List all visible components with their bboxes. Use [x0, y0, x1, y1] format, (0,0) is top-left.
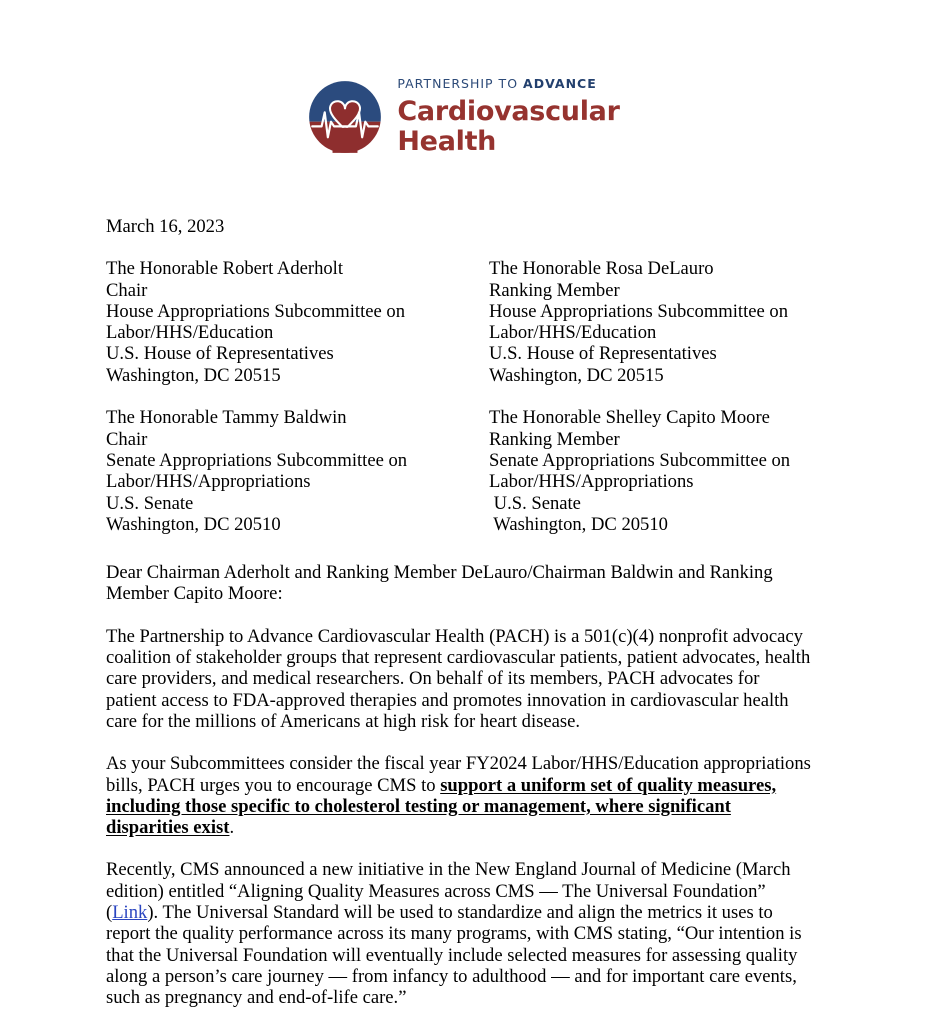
- address-line: Chair: [106, 279, 148, 301]
- address-line: Labor/HHS/Appropriations: [106, 471, 311, 493]
- letter-body: [106, 216, 814, 1009]
- paragraph-2-emphasis: support a uniform set of quality measures, including those specific to cholesterol testing or management, where significant disparities exist: [106, 774, 777, 839]
- address-line: U.S. Senate: [106, 492, 194, 514]
- address-line: Washington, DC 20515: [106, 364, 281, 386]
- recipient-address-baldwin: [106, 407, 489, 535]
- address-line: Senate Appropriations Subcommittee on: [106, 449, 408, 471]
- address-line: House Appropriations Subcommittee on: [489, 300, 789, 322]
- nejm-article-link[interactable]: Link: [112, 902, 148, 924]
- recipient-address-delauro: [489, 258, 814, 386]
- address-line: Ranking Member: [489, 279, 620, 301]
- address-line: Washington, DC 20510: [106, 513, 281, 535]
- address-line: Labor/HHS/Education: [106, 322, 274, 344]
- letter-paragraph-3: [106, 859, 814, 1008]
- address-line: The Honorable Rosa DeLauro: [489, 258, 714, 280]
- letter-salutation: Dear Chairman Aderholt and Ranking Member DeLauro/Chairman Baldwin and Ranking Member Capito Moore:: [106, 562, 773, 605]
- address-line: House Appropriations Subcommittee on: [106, 300, 406, 322]
- logo-tagline-emphasis: ADVANCE: [523, 76, 597, 91]
- recipient-address-aderholt: [106, 258, 489, 386]
- address-line: Labor/HHS/Education: [489, 322, 657, 344]
- letterhead: [0, 78, 926, 157]
- letter-paragraph-1: The Partnership to Advance Cardiovascular Health (PACH) is a 501(c)(4) nonprofit advocacy coalition of stakeholder groups that represent cardiovascular patients, patient advocates, health care providers, and medical researchers. On behalf of its members, PACH advocates for patient access to FDA-approved therapies and promotes innovation in cardiovascular health care for the millions of Americans at high risk for heart disease.: [106, 625, 811, 732]
- address-line: Senate Appropriations Subcommittee on: [489, 449, 791, 471]
- logo-wordmark: [397, 78, 619, 157]
- address-line: The Honorable Shelley Capito Moore: [489, 407, 770, 429]
- recipient-address-capito-moore: [489, 407, 814, 535]
- address-line: Washington, DC 20510: [489, 513, 668, 535]
- address-line: U.S. House of Representatives: [489, 343, 717, 365]
- address-line: Labor/HHS/Appropriations: [489, 471, 694, 493]
- heart-ekg-circle-logo-icon: [306, 78, 384, 156]
- letter-paragraph-2: [106, 753, 814, 838]
- address-line: Washington, DC 20515: [489, 364, 664, 386]
- address-line: Ranking Member: [489, 428, 620, 450]
- address-line: Chair: [106, 428, 148, 450]
- paragraph-3-tail: ). The Universal Standard will be used to standardize and align the metrics it uses to report the quality performance across its many programs, with CMS stating, “Our intention is that the Universal Foundation will eventually include selected measures for assessing quality along a person’s care journey — from infancy to adulthood — and for important care events, such as pregnancy and end-of-life care.”: [106, 902, 802, 1009]
- address-spacer: [106, 386, 814, 407]
- letter-date: March 16, 2023: [106, 216, 225, 237]
- paragraph-2-tail: .: [229, 817, 235, 839]
- logo-tagline-prefix: PARTNERSHIP TO: [397, 76, 524, 91]
- logo-org-name-line2: Health: [397, 125, 497, 157]
- paragraph-2-lead: As your Subcommittees consider the fiscal year FY2024 Labor/HHS/Education appropriations bills, PACH urges you to encourage CMS to: [106, 753, 811, 796]
- organization-logo: [306, 78, 619, 157]
- address-line: U.S. Senate: [489, 492, 581, 514]
- recipient-block-row-1: [106, 258, 814, 386]
- logo-org-name-line1: Cardiovascular: [397, 95, 620, 127]
- address-line: U.S. House of Representatives: [106, 343, 334, 365]
- logo-tagline: [397, 78, 619, 91]
- paragraph-3-lead: Recently, CMS announced a new initiative in the New England Journal of Medicine (March edition) entitled “Aligning Quality Measures across CMS — The Universal Foundation” (: [106, 859, 791, 924]
- recipient-block-row-2: [106, 407, 814, 535]
- address-line: The Honorable Robert Aderholt: [106, 258, 344, 280]
- address-line: The Honorable Tammy Baldwin: [106, 407, 347, 429]
